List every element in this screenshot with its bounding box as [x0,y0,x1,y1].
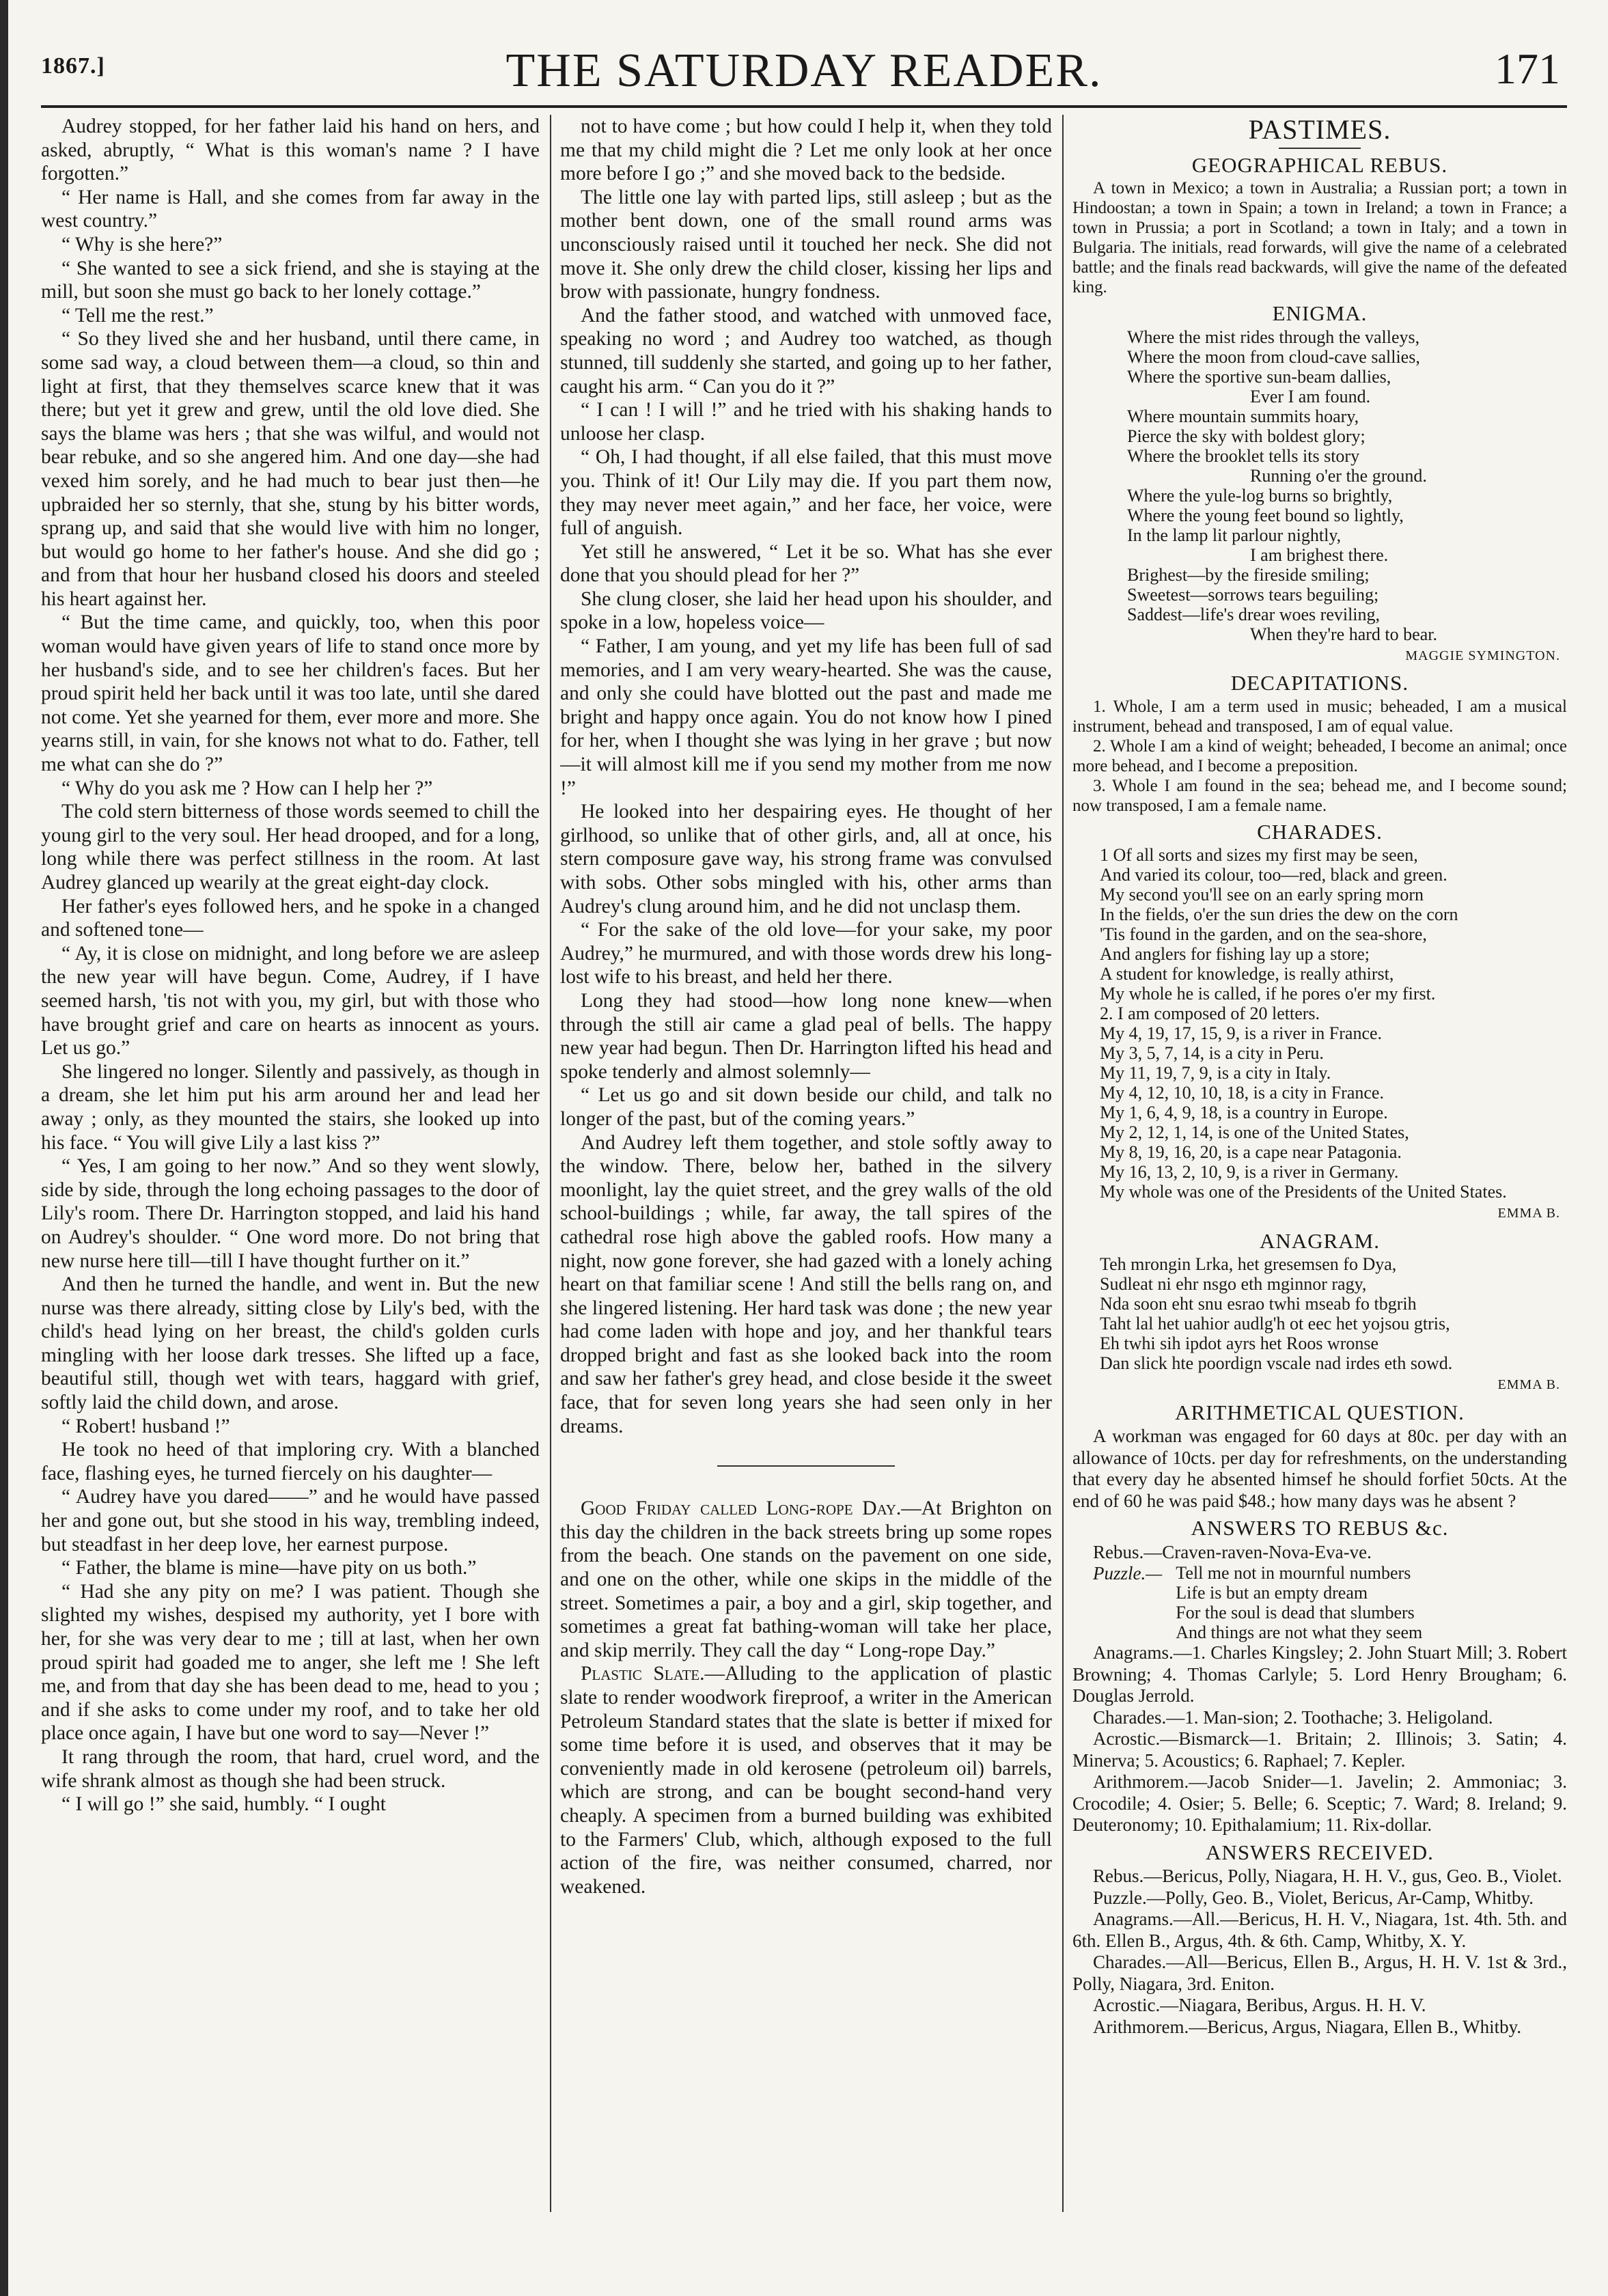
charades-signature: EMMA B. [1497,1206,1560,1221]
column-rule [1062,115,1064,2212]
paragraph: “ She wanted to see a sick friend, and she is staying at the mill, but soon she must go back to her lonely cottage.” [41,257,540,303]
paragraph: “ Father, the blame is mine—have pity on us both.” [61,1557,477,1579]
note-heading: Plastic Slate. [581,1663,705,1685]
verse-line: Nda soon eht snu esrao twhi mseab fo tbgrih [1100,1294,1417,1314]
verse-line: Sudleat ni ehr nsgo eth mginnor ragy, [1100,1274,1367,1294]
paragraph: “ Robert! husband !” [61,1415,230,1437]
page-number: 171 [1495,44,1560,93]
paragraph: “ Father, I am young, and yet my life has been full of sad memories, and I am very weary-hearted. She was the cause, and only she could have blotted out the past and made me bright and happy once again. You do not know how I pined for her, when I thought she was lying in her grave ; but now—it will almost kill me if you send my mother from me now !” [560,635,1052,799]
paragraph: Her father's eyes followed hers, and he spoke in a changed and softened tone— [41,895,540,941]
verse-line: Where the moon from cloud-cave sallies, [1127,346,1420,367]
answers-received-heading: ANSWERS RECEIVED. [1206,1840,1434,1864]
paragraph: “ For the sake of the old love—for your sake, my poor Audrey,” he murmured, and with those words drew his long-lost wife to his breast, and held her there. [560,919,1052,988]
verse-line: In the fields, o'er the sun dries the dew on the corn [1100,904,1458,924]
verse-line: A student for knowledge, is really athirst, [1100,964,1394,984]
newspaper-title: THE SATURDAY READER. [505,44,1103,97]
received-item: Anagrams.—All.—Bericus, H. H. V., Niagara, 1st. 4th. 5th. and 6th. Ellen B., Argus, 4th. & 6th. Camp, Whitby, X. Y. [1072,1909,1567,1951]
header-year: 1867.] [41,53,105,79]
verse-line: My 4, 19, 17, 15, 9, is a river in France. [1100,1023,1383,1043]
paragraph: The little one lay with parted lips, still asleep ; but as the mother bent down, one of the small round arms was unconsciously raised until it touched her neck. She did not move it. She only drew the child closer, kissing her lips and brow with passionate, hungry fondness. [560,186,1052,303]
answers-rebus-heading: ANSWERS TO REBUS &c. [1191,1516,1449,1540]
news-note [560,1662,1052,1898]
verse-line: Ever I am found. [1250,386,1371,406]
verse-line: My 3, 5, 7, 14, is a city in Peru. [1100,1043,1324,1063]
binding-edge [0,0,8,2296]
anagram-signature: EMMA B. [1497,1377,1560,1392]
paragraph: He took no heed of that imploring cry. With a blanched face, flashing eyes, he turned fiercely on his daughter— [41,1439,540,1484]
title-rule [1279,148,1361,149]
paragraph: “ Her name is Hall, and she comes from far away in the west country.” [41,186,540,232]
verse-line: My whole was one of the Presidents of the United States. [1100,1182,1507,1202]
puzzle-label: Puzzle.— [1093,1563,1163,1583]
enigma-signature: MAGGIE SYMINGTON. [1405,648,1560,663]
verse-line: Where the mist rides through the valleys, [1127,327,1420,347]
paragraph: And Audrey left them together, and stole softly away to the window. There, below her, bathed in the silvery moonlight, lay the quiet street, and the grey walls of the old school-buildings ; while, far away, the tall spires of the cathedral rose high above the gabled roofs. How many a night, now gone forever, she had gazed with a lonely aching heart on that familiar scene ! And still the bells rang on, and she lingered listening. Her hard task was done ; the new year had come laden with hope and joy, and her thankful tears dropped bright and fast as she looked back into the room and saw her father's grey head, and close beside it the sweet face, that for seven long years she had seen only in her dreams. [560,1131,1052,1437]
decapitation-item: 3. Whole I am found in the sea; behead me, and I become sound; now transposed, I am a female name. [1072,776,1567,815]
verse-line: Saddest—life's drear woes reviling, [1127,604,1381,624]
received-item: Puzzle.—Polly, Geo. B., Violet, Bericus, Ar-Camp, Whitby. [1093,1887,1534,1908]
verse-line: Dan slick hte poordign vscale nad irdes eth sowd. [1100,1353,1453,1373]
paragraph: “ Yes, I am going to her now.” And so they went slowly, side by side, through the long echoing passages to the door of Lily's room. There Dr. Harrington stopped, and laid his hand on Audrey's shoulder. “ One word more. Do not bring that new nurse here till—till I have thought further on it.” [41,1155,540,1272]
verse-line: Where the yule-log burns so brightly, [1127,485,1393,506]
header-rule [41,105,1567,108]
paragraph: The cold stern bitterness of those words seemed to chill the young girl to the very soul. Her head drooped, and for a long, long while there was perfect stillness in the room. At last Audrey glanced up wearily at the great eight-day clock. [41,801,540,894]
paragraph: She lingered no longer. Silently and passively, as though in a dream, she let him put his arm around her and lead her away ; only, as they mounted the stairs, she looked up into his face. “ You will give Lily a last kiss ?” [41,1060,540,1154]
paragraph: “ Had she any pity on me? I was patient. Though she slighted my wishes, despised my authority, yet I bore with her, for she was very dear to me ; till at last, when her own proud spirit had goaded me to anger, she left me ! She left me, and from that day she has been dead to me, head to you ; and if she asks to come under my roof, and to take her old place once again, I have but one word to say—Never !” [41,1580,540,1745]
verse-line: Where mountain summits hoary, [1127,406,1359,426]
paragraph: “ I will go !” she said, humbly. “ I ought [61,1793,386,1816]
verse-line: Where the young feet bound so lightly, [1127,505,1404,525]
geo-rebus-text: A town in Mexico; a town in Australia; a Russian port; a town in Hindoostan; a town in Spain; a town in Ireland; a town in France; a town in Prussia; a port in Scotland; a town in Italy; and a town in Bulgaria. The initials, read forwards, will give the name of a celebrated battle; and the finals read backwards, will give the name of the defeated king. [1072,179,1567,296]
enigma-poem [1072,327,1567,644]
decapitation-item: 2. Whole I am a kind of weight; beheaded, I become an animal; once more behead, and I become a preposition. [1072,736,1567,775]
note-heading: Good Friday called Long-rope Day. [581,1497,902,1520]
verse-line: Teh mrongin Lrka, het gresemsen fo Dya, [1100,1254,1397,1274]
received-item: Acrostic.—Niagara, Beribus, Argus. H. H. V. [1093,1995,1426,2015]
paragraph: He looked into her despairing eyes. He thought of her girlhood, so unlike that of other girls, and, all at once, his stern composure gave way, his strong frame was convulsed with sobs. Other sobs mingled with his, other arms than Audrey's clung around him, and he did not unclasp them. [560,801,1052,917]
verse-line: When they're hard to bear. [1250,624,1437,644]
anagram-heading: ANAGRAM. [1260,1228,1380,1253]
paragraph: “ Ay, it is close on midnight, and long before we are asleep the new year will have begun. Come, Audrey, if I have seemed harsh, 'tis not with you, my girl, but with those who have brought grief and care on hearts as innocent as yours. Let us go.” [41,942,540,1060]
verse-line: And things are not what they seem [1176,1622,1423,1642]
answer-rebus: Rebus.—Craven-raven-Nova-Eva-ve. [1093,1541,1372,1562]
paragraph: And the father stood, and watched with unmoved face, speaking no word ; and Audrey too watched, as though stunned, till suddenly she started, and going up to her father, caught his arm. “ Can you do it ?” [560,304,1052,398]
answer-acrostic: Acrostic.—Bismarck—1. Britain; 2. Illinois; 3. Satin; 4. Minerva; 5. Acoustics; 6. Raphael; 7. Kepler. [1072,1728,1567,1771]
received-item: Charades.—All—Bericus, Ellen B., Argus, H. H. V. 1st & 3rd., Polly, Niagara, 3rd. Eniton. [1072,1952,1567,1994]
verse-line: Where the sportive sun-beam dallies, [1127,366,1391,387]
paragraph: “ I can ! I will !” and he tried with his shaking hands to unloose her clasp. [560,399,1052,445]
verse-line: My 11, 19, 7, 9, is a city in Italy. [1100,1063,1331,1083]
verse-line: Brighest—by the fireside smiling; [1127,564,1370,585]
pastimes-title: PASTIMES. [1248,115,1391,145]
pastimes-column [1072,115,1567,2212]
verse-line: 2. I am composed of 20 letters. [1100,1004,1320,1023]
paragraph: It rang through the room, that hard, cruel word, and the wife shrank almost as though she had been struck. [41,1745,540,1792]
paragraph: Audrey stopped, for her father laid his hand on hers, and asked, abruptly, “ What is this woman's name ? I have forgotten.” [41,115,540,185]
verse-line: For the soul is dead that slumbers [1176,1603,1415,1622]
paragraph: “ So they lived she and her husband, until there came, in some sad way, a cloud between them—a cloud, so thin and light at first, that they themselves scarce knew that it was there; but yet it grew and grew, until the old love died. She says the blame was hers ; that she was wilful, and would not bear rebuke, and so she angered him. And one day—she had vexed him sorely, and he had much to bear just then—he upbraided her so sternly, that she, stung by his bitter words, sprang up, and said that she would live with him no longer, but would go home to her father's house. And she did go ; and from that hour her husband closed his doors and steeled his heart against her. [41,328,540,610]
paragraph: Yet still he answered, “ Let it be so. What has she ever done that you should plead for her ?” [560,540,1052,587]
verse-line: Taht lal het uahior audlg'h ot eec het yojsou gtris, [1100,1314,1450,1333]
geo-rebus-heading: GEOGRAPHICAL REBUS. [1191,152,1448,177]
verse-line: My 8, 19, 16, 20, is a cape near Patagonia. [1100,1142,1402,1162]
paragraph: “ Oh, I had thought, if all else failed, that this must move you. Think of it! Our Lily may die. If you part them now, they may never meet again,” and her face, her voice, were full of anguish. [560,446,1052,540]
verse-line: Where the brooklet tells its story [1127,445,1360,466]
note-text: —At Brighton on this day the children in the back streets bring up some ropes from the beach. One stands on the pavement on one side, and one on the other, while one skips in the middle of the street. Sometimes a pair, a boy and a girl, skip together, and sometimes a great fat bathing-woman will take her place, and skip merrily. They call the day “ Long-rope Day.” [560,1497,1052,1661]
answer-puzzle [1072,1563,1567,1642]
received-item: Rebus.—Bericus, Polly, Niagara, H. H. V., gus, Geo. B., Violet. [1093,1866,1562,1886]
decapitations-heading: DECAPITATIONS. [1230,671,1409,695]
paragraph: “ Why is she here?” [61,233,223,255]
puzzle-verse [1176,1563,1422,1642]
paragraph: “ Tell me the rest.” [61,304,214,327]
verse-line: My 2, 12, 1, 14, is one of the United States, [1100,1122,1409,1142]
verse-line: And anglers for fishing lay up a store; [1100,944,1370,964]
verse-line: 'Tis found in the garden, and on the sea-shore, [1100,924,1427,944]
paragraph: She clung closer, she laid her head upon his shoulder, and spoke in a low, hopeless voice— [560,587,1052,634]
column-rule [550,115,551,2212]
paragraph: And then he turned the handle, and went in. But the new nurse was there already, sitting close by Lily's bed, with the child's head lying on her breast, the child's golden curls mingling with her loose dark tresses. She lifted up a face, beautiful still, though wet with tears, haggard with grief, softly laid the child down, and arose. [41,1273,540,1414]
paragraph: “ Why do you ask me ? How can I help her ?” [61,777,433,799]
note-text: —Alluding to the application of plastic slate to render woodwork fireproof, a writer in the American Petroleum Standard states that the slate is better if mixed for some time before it is used, and observes that it may be conveniently made in old kerosene (petroleum oil) barrels, which are strong, and can be bought second-hand very cheaply. A specimen from a burned building was exhibited to the Farmers' Club, which, although exposed to the full action of the fire, was neither consumed, charred, nor weakened. [560,1663,1052,1898]
verse-line: Running o'er the ground. [1250,465,1427,486]
answer-anagrams: Anagrams.—1. Charles Kingsley; 2. John Stuart Mill; 3. Robert Browning; 4. Thomas Carlyle; 5. Lord Henry Brougham; 6. Douglas Jerrold. [1072,1642,1567,1706]
verse-line: Sweetest—sorrows tears beguiling; [1127,584,1379,605]
verse-line: I am brighest there. [1250,544,1389,565]
anagram-text [1072,1254,1567,1373]
news-note [560,1497,1052,1662]
decapitation-item: 1. Whole, I am a term used in music; beheaded, I am a musical instrument, behead and transposed, I am of equal value. [1072,697,1567,736]
paragraph: “ Let us go and sit down beside our child, and talk no longer of the past, but of the coming years.” [560,1084,1052,1130]
answer-charades: Charades.—1. Man-sion; 2. Toothache; 3. Heligoland. [1093,1706,1493,1728]
verse-line: My 16, 13, 2, 10, 9, is a river in Germany. [1100,1162,1399,1182]
verse-line: My 4, 12, 10, 10, 18, is a city in France. [1100,1083,1384,1103]
verse-line: 1 Of all sorts and sizes my first may be seen, [1100,845,1418,865]
paragraph: not to have come ; but how could I help it, when they told me that my child might die ? Let me only look at her once more before I go ;” and she moved back to the bedside. [560,115,1052,185]
verse-line: My 1, 6, 4, 9, 18, is a country in Europe. [1100,1103,1388,1122]
charades-heading: CHARADES. [1257,819,1383,844]
section-separator [717,1465,895,1467]
verse-line: In the lamp lit parlour nightly, [1127,525,1342,545]
arithmetical-question: A workman was engaged for 60 days at 80c. per day with an allowance of 10cts. per day for refreshments, on the understanding that every day he absented himsef he should forfiet 50cts. At the end of 60 he was paid $48.; how many days was he absent ? [1072,1426,1567,1511]
verse-line: My whole he is called, if he pores o'er my first. [1100,984,1436,1004]
story-column-2 [560,115,1052,2212]
paragraph: “ Audrey have you dared——” and he would have passed her and gone out, but she stood in his way, trembling indeed, but steadfast in her deep love, her earnest purpose. [41,1486,540,1555]
received-item: Arithmorem.—Bericus, Argus, Niagara, Ellen B., Whitby. [1093,2016,1522,2037]
answer-arithmorem: Arithmorem.—Jacob Snider—1. Javelin; 2. Ammoniac; 3. Crocodile; 4. Osier; 5. Belle; 6. Sceptic; 7. Ward; 8. Ireland; 9. Deuteronomy; 10. Epithalamium; 11. Rix-dollar. [1072,1771,1567,1835]
verse-line: Life is but an empty dream [1176,1583,1368,1603]
verse-line: My second you'll see on an early spring morn [1100,885,1424,904]
paragraph: Long they had stood—how long none knew—when through the still air came a glad peal of bells. The happy new year had begun. Then Dr. Harrington lifted his head and spoke tenderly and almost solemnly— [560,989,1052,1083]
arithmetical-heading: ARITHMETICAL QUESTION. [1175,1400,1465,1424]
enigma-heading: ENIGMA. [1272,301,1368,325]
verse-line: Tell me not in mournful numbers [1176,1563,1411,1583]
verse-line: Pierce the sky with boldest glory; [1127,426,1366,446]
paragraph: “ But the time came, and quickly, too, when this poor woman would have given years of life to stand once more by her husband's side, and to see her children's faces. But her proud spirit held her back until it was too late, until she dared not come. Yet she yearned for them, ever more and more. She yearns still, in vain, for she knows not what to do. Father, tell me what can she do ?” [41,611,540,776]
story-column-1 [41,115,540,2212]
verse-line: Eh twhi sih ipdot ayrs het Roos wronse [1100,1333,1379,1353]
verse-line: And varied its colour, too—red, black and green. [1100,865,1447,885]
charades-list [1072,845,1567,1202]
